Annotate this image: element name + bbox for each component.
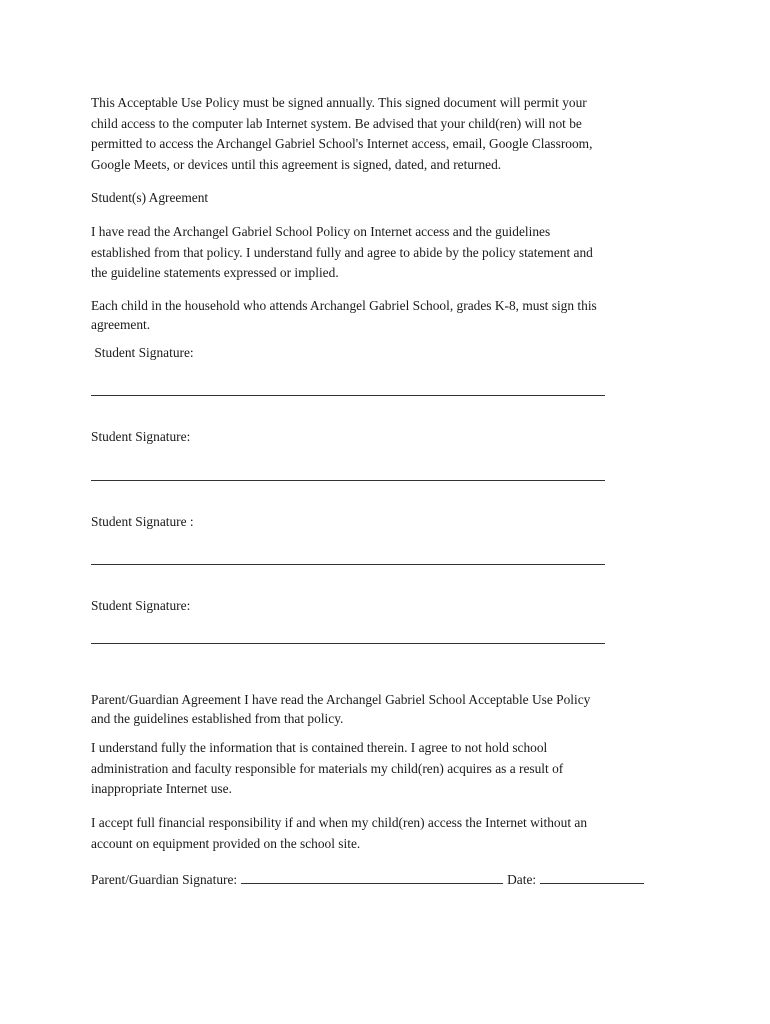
student-signature-line[interactable] bbox=[91, 643, 605, 644]
paragraph-line: Parent/Guardian Agreement I have read the Archangel Gabriel School Acceptable Use Policy bbox=[91, 692, 591, 707]
student-agreement-heading: Student(s) Agreement bbox=[91, 190, 209, 205]
paragraph-line: administration and faculty responsible for materials my child(ren) acquires as a result of bbox=[91, 760, 564, 776]
paragraph-line: the guideline statements expressed or implied. bbox=[91, 265, 339, 280]
student-signature-label: Student Signature: bbox=[91, 345, 194, 360]
paragraph-line: agreement. bbox=[91, 317, 151, 332]
intro-line: child access to the computer lab Internet system. Be advised that your child(ren) will not be bbox=[91, 115, 582, 131]
parent-agreement-paragraph bbox=[91, 690, 681, 728]
financial-responsibility-paragraph bbox=[91, 813, 681, 854]
student-signature-line[interactable] bbox=[91, 564, 605, 565]
intro-line: This Acceptable Use Policy must be signed annually. This signed document will permit your bbox=[91, 95, 587, 110]
paragraph-line: I have read the Archangel Gabriel School Policy on Internet access and the guidelines bbox=[91, 224, 551, 239]
paragraph-line: and the guidelines established from that policy. bbox=[91, 711, 344, 726]
student-signature-label: Student Signature: bbox=[91, 598, 191, 613]
paragraph-line: inappropriate Internet use. bbox=[91, 781, 232, 796]
paragraph-line: Each child in the household who attends Archangel Gabriel School, grades K-8, must sign this bbox=[91, 298, 597, 313]
parent-liability-paragraph bbox=[91, 738, 681, 800]
paragraph-line: I understand fully the information that is contained therein. I agree to not hold school bbox=[91, 740, 548, 755]
intro-line: permitted to access the Archangel Gabriel School's Internet access, email, Google Classroom, bbox=[91, 136, 593, 151]
parent-signature-line[interactable] bbox=[241, 869, 503, 884]
intro-line: Google Meets, or devices until this agreement is signed, dated, and returned. bbox=[91, 156, 502, 172]
student-signature-line[interactable] bbox=[91, 395, 605, 396]
student-signature-label: Student Signature : bbox=[91, 514, 194, 529]
parent-signature-label: Parent/Guardian Signature: bbox=[91, 872, 238, 887]
parent-signature-row bbox=[91, 869, 648, 888]
paragraph-line: I accept full financial responsibility if and when my child(ren) access the Internet without an bbox=[91, 815, 588, 830]
date-line[interactable] bbox=[540, 869, 644, 884]
paragraph-line: established from that policy. I understand fully and agree to abide by the policy statement and bbox=[91, 244, 593, 260]
student-signature-label: Student Signature: bbox=[91, 429, 191, 444]
student-signature-line[interactable] bbox=[91, 480, 605, 481]
date-label: Date: bbox=[507, 872, 537, 887]
paragraph-line: account on equipment provided on the school site. bbox=[91, 835, 361, 851]
intro-paragraph bbox=[91, 93, 681, 175]
household-paragraph bbox=[91, 296, 681, 334]
student-agreement-paragraph bbox=[91, 222, 681, 284]
